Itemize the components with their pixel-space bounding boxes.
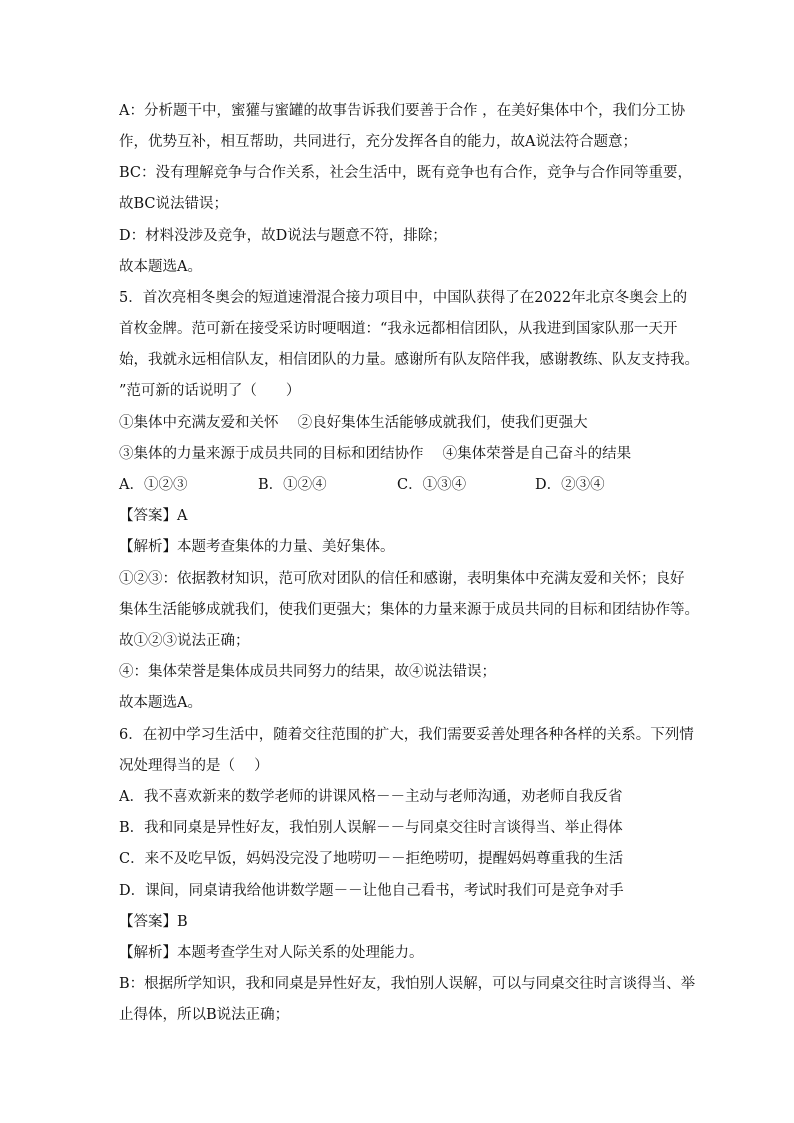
q5-option-d: D．②③④ bbox=[535, 477, 605, 493]
q5-analysis-line-4: ④：集体荣誉是集体成员共同努力的结果，故④说法错误； bbox=[119, 664, 496, 680]
q5-option-b: B．①②④ bbox=[258, 477, 327, 493]
q5-stem-line-4: ”范可新的话说明了（ ） bbox=[119, 383, 301, 399]
q6-option-b: B．我和同桌是异性好友，我怕别人误解－－与同桌交往时言谈得当、举止得体 bbox=[119, 820, 623, 836]
q5-stem-line-2: 首枚金牌。范可新在接受采访时哽咽道：“我永远都相信团队，从我进到国家队那一天开 bbox=[119, 321, 678, 337]
q5-options bbox=[119, 475, 719, 495]
q6-option-c: C．来不及吃早饭，妈妈没完没了地唠叨－－拒绝唠叨，提醒妈妈尊重我的生活 bbox=[119, 851, 624, 867]
q5-answer: 【答案】A bbox=[119, 508, 188, 524]
q5-option-a: A．①②③ bbox=[119, 477, 188, 493]
q4-analysis-a-line-1: A：分析题干中，蜜獾与蜜罐的故事告诉我们要善于合作 ，在美好集体中个，我们分工协 bbox=[119, 103, 686, 119]
q4-analysis-a-line-2: 作，优势互补，相互帮助，共同进行，充分发挥各自的能力，故A说法符合题意； bbox=[119, 134, 637, 150]
q5-stem-line-1: 5．首次亮相冬奥会的短道速滑混合接力项目中，中国队获得了在2022年北京冬奥会上的 bbox=[119, 290, 688, 306]
q5-analysis-line-3: 故①②③说法正确； bbox=[119, 633, 250, 649]
q4-analysis-d-line: D：材料没涉及竞争，故D说法与题意不符，排除； bbox=[119, 228, 447, 244]
q5-analysis-line-2: 集体生活能够成就我们，使我们更强大；集体的力量来源于成员共同的目标和团结协作等。 bbox=[119, 602, 699, 618]
q4-analysis-bc-line-2: 故BC说法错误； bbox=[119, 196, 229, 212]
q6-analysis-line-2: 止得体，所以B说法正确； bbox=[119, 1007, 290, 1023]
q6-analysis-line-1: B：根据所学知识，我和同桌是异性好友，我怕别人误解，可以与同桌交往时言谈得当、举 bbox=[119, 976, 696, 992]
q5-analysis-intro: 【解析】本题考查集体的力量、美好集体。 bbox=[119, 539, 395, 555]
q5-stem-line-3: 始，我就永远相信队友，相信团队的力量。感谢所有队友陪伴我，感谢教练、队友支持我。 bbox=[119, 352, 699, 368]
q6-analysis-intro: 【解析】本题考查学生对人际关系的处理能力。 bbox=[119, 945, 424, 961]
q5-statements-line-1: ①集体中充满友爱和关怀 ②良好集体生活能够成就我们，使我们更强大 bbox=[119, 415, 588, 431]
q6-answer: 【答案】B bbox=[119, 914, 188, 930]
q4-conclusion: 故本题选A。 bbox=[119, 259, 202, 275]
q6-option-d: D．课间，同桌请我给他讲数学题－－让他自己看书，考试时我们可是竞争对手 bbox=[119, 883, 624, 899]
q5-option-c: C．①③④ bbox=[397, 477, 467, 493]
q5-analysis-line-1: ①②③：依据教材知识，范可欣对团队的信任和感谢，表明集体中充满友爱和关怀；良好 bbox=[119, 571, 685, 587]
q5-statements-line-2: ③集体的力量来源于成员共同的目标和团结协作 ④集体荣誉是自己奋斗的结果 bbox=[119, 446, 632, 462]
q6-stem-line-1: 6．在初中学习生活中，随着交往范围的扩大，我们需要妥善处理各种各样的关系。下列情 bbox=[119, 727, 694, 743]
q6-option-a: A．我不喜欢新来的数学老师的讲课风格－－主动与老师沟通，劝老师自我反省 bbox=[119, 789, 623, 805]
q5-conclusion: 故本题选A。 bbox=[119, 695, 202, 711]
q4-analysis-bc-line-1: BC：没有理解竞争与合作关系，社会生活中，既有竞争也有合作，竞争与合作同等重要， bbox=[119, 165, 693, 181]
q6-stem-line-2: 况处理得当的是（ ） bbox=[119, 758, 269, 774]
